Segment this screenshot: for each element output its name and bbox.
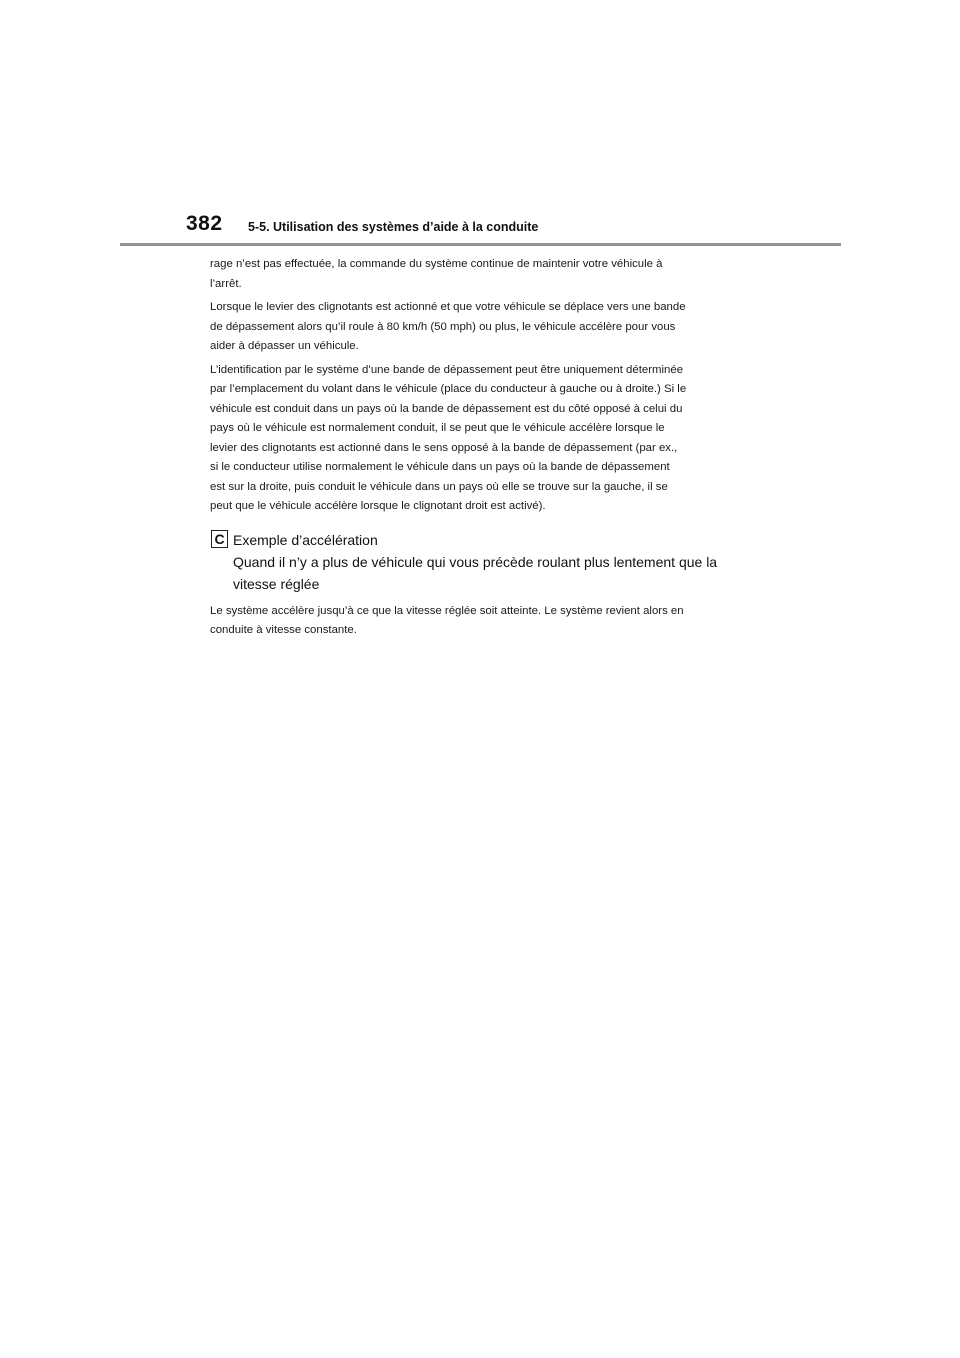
text-line: rage n’est pas effectuée, la commande du système continue de maintenir votre véhicule à bbox=[210, 258, 663, 270]
section-title: 5-5. Utilisation des systèmes d’aide à la conduite bbox=[248, 220, 539, 234]
text-line: véhicule est conduit dans un pays où la bande de dépassement est du côté opposé à celui du bbox=[210, 402, 683, 415]
text-line: si le conducteur utilise normalement le véhicule dans un pays où la bande de dépassement bbox=[210, 461, 670, 473]
main-content bbox=[210, 255, 750, 645]
text-line: Lorsque le levier des clignotants est actionné et que votre véhicule se déplace vers une bande bbox=[210, 301, 686, 313]
example-badge: C bbox=[211, 530, 228, 548]
header-rule bbox=[120, 243, 841, 246]
paragraph-continuation bbox=[210, 255, 750, 294]
text-line: conduite à vitesse constante. bbox=[210, 624, 357, 636]
text-line: est sur la droite, puis conduit le véhicule dans un pays où elle se trouve sur la gauche, il se bbox=[210, 480, 668, 493]
paragraph-turn-signal bbox=[210, 298, 750, 357]
text-line: par l’emplacement du volant dans le véhicule (place du conducteur à gauche ou à droite.) Si le bbox=[210, 383, 687, 395]
text-line: peut que le véhicule accélère lorsque le clignotant droit est activé). bbox=[210, 500, 546, 512]
text-line: de dépassement alors qu’il roule à 80 km/h (50 mph) ou plus, le véhicule accélère pour vous bbox=[210, 320, 676, 333]
paragraph-example-body bbox=[210, 602, 750, 641]
text-line: aider à dépasser un véhicule. bbox=[210, 340, 359, 352]
example-subtitle bbox=[233, 551, 750, 595]
text-line: Le système accélère jusqu’à ce que la vitesse réglée soit atteinte. Le système revient alors en bbox=[210, 604, 684, 617]
example-acceleration bbox=[210, 529, 750, 595]
text-line: pays où le véhicule est normalement conduit, il se peut que le véhicule accélère lorsque le bbox=[210, 422, 665, 434]
text-line: Quand il n’y a plus de véhicule qui vous précède roulant plus lentement que la bbox=[233, 553, 718, 570]
text-line: l’arrêt. bbox=[210, 277, 242, 290]
example-title: Exemple d’accélération bbox=[233, 531, 378, 548]
text-line: levier des clignotants est actionné dans le sens opposé à la bande de dépassement (par ex., bbox=[210, 441, 678, 454]
paragraph-passing-lane bbox=[210, 361, 750, 517]
text-line: L’identification par le système d’une bande de dépassement peut être uniquement déterminée bbox=[210, 363, 684, 376]
text-line: vitesse réglée bbox=[233, 575, 320, 592]
page-number: 382 bbox=[186, 212, 223, 235]
